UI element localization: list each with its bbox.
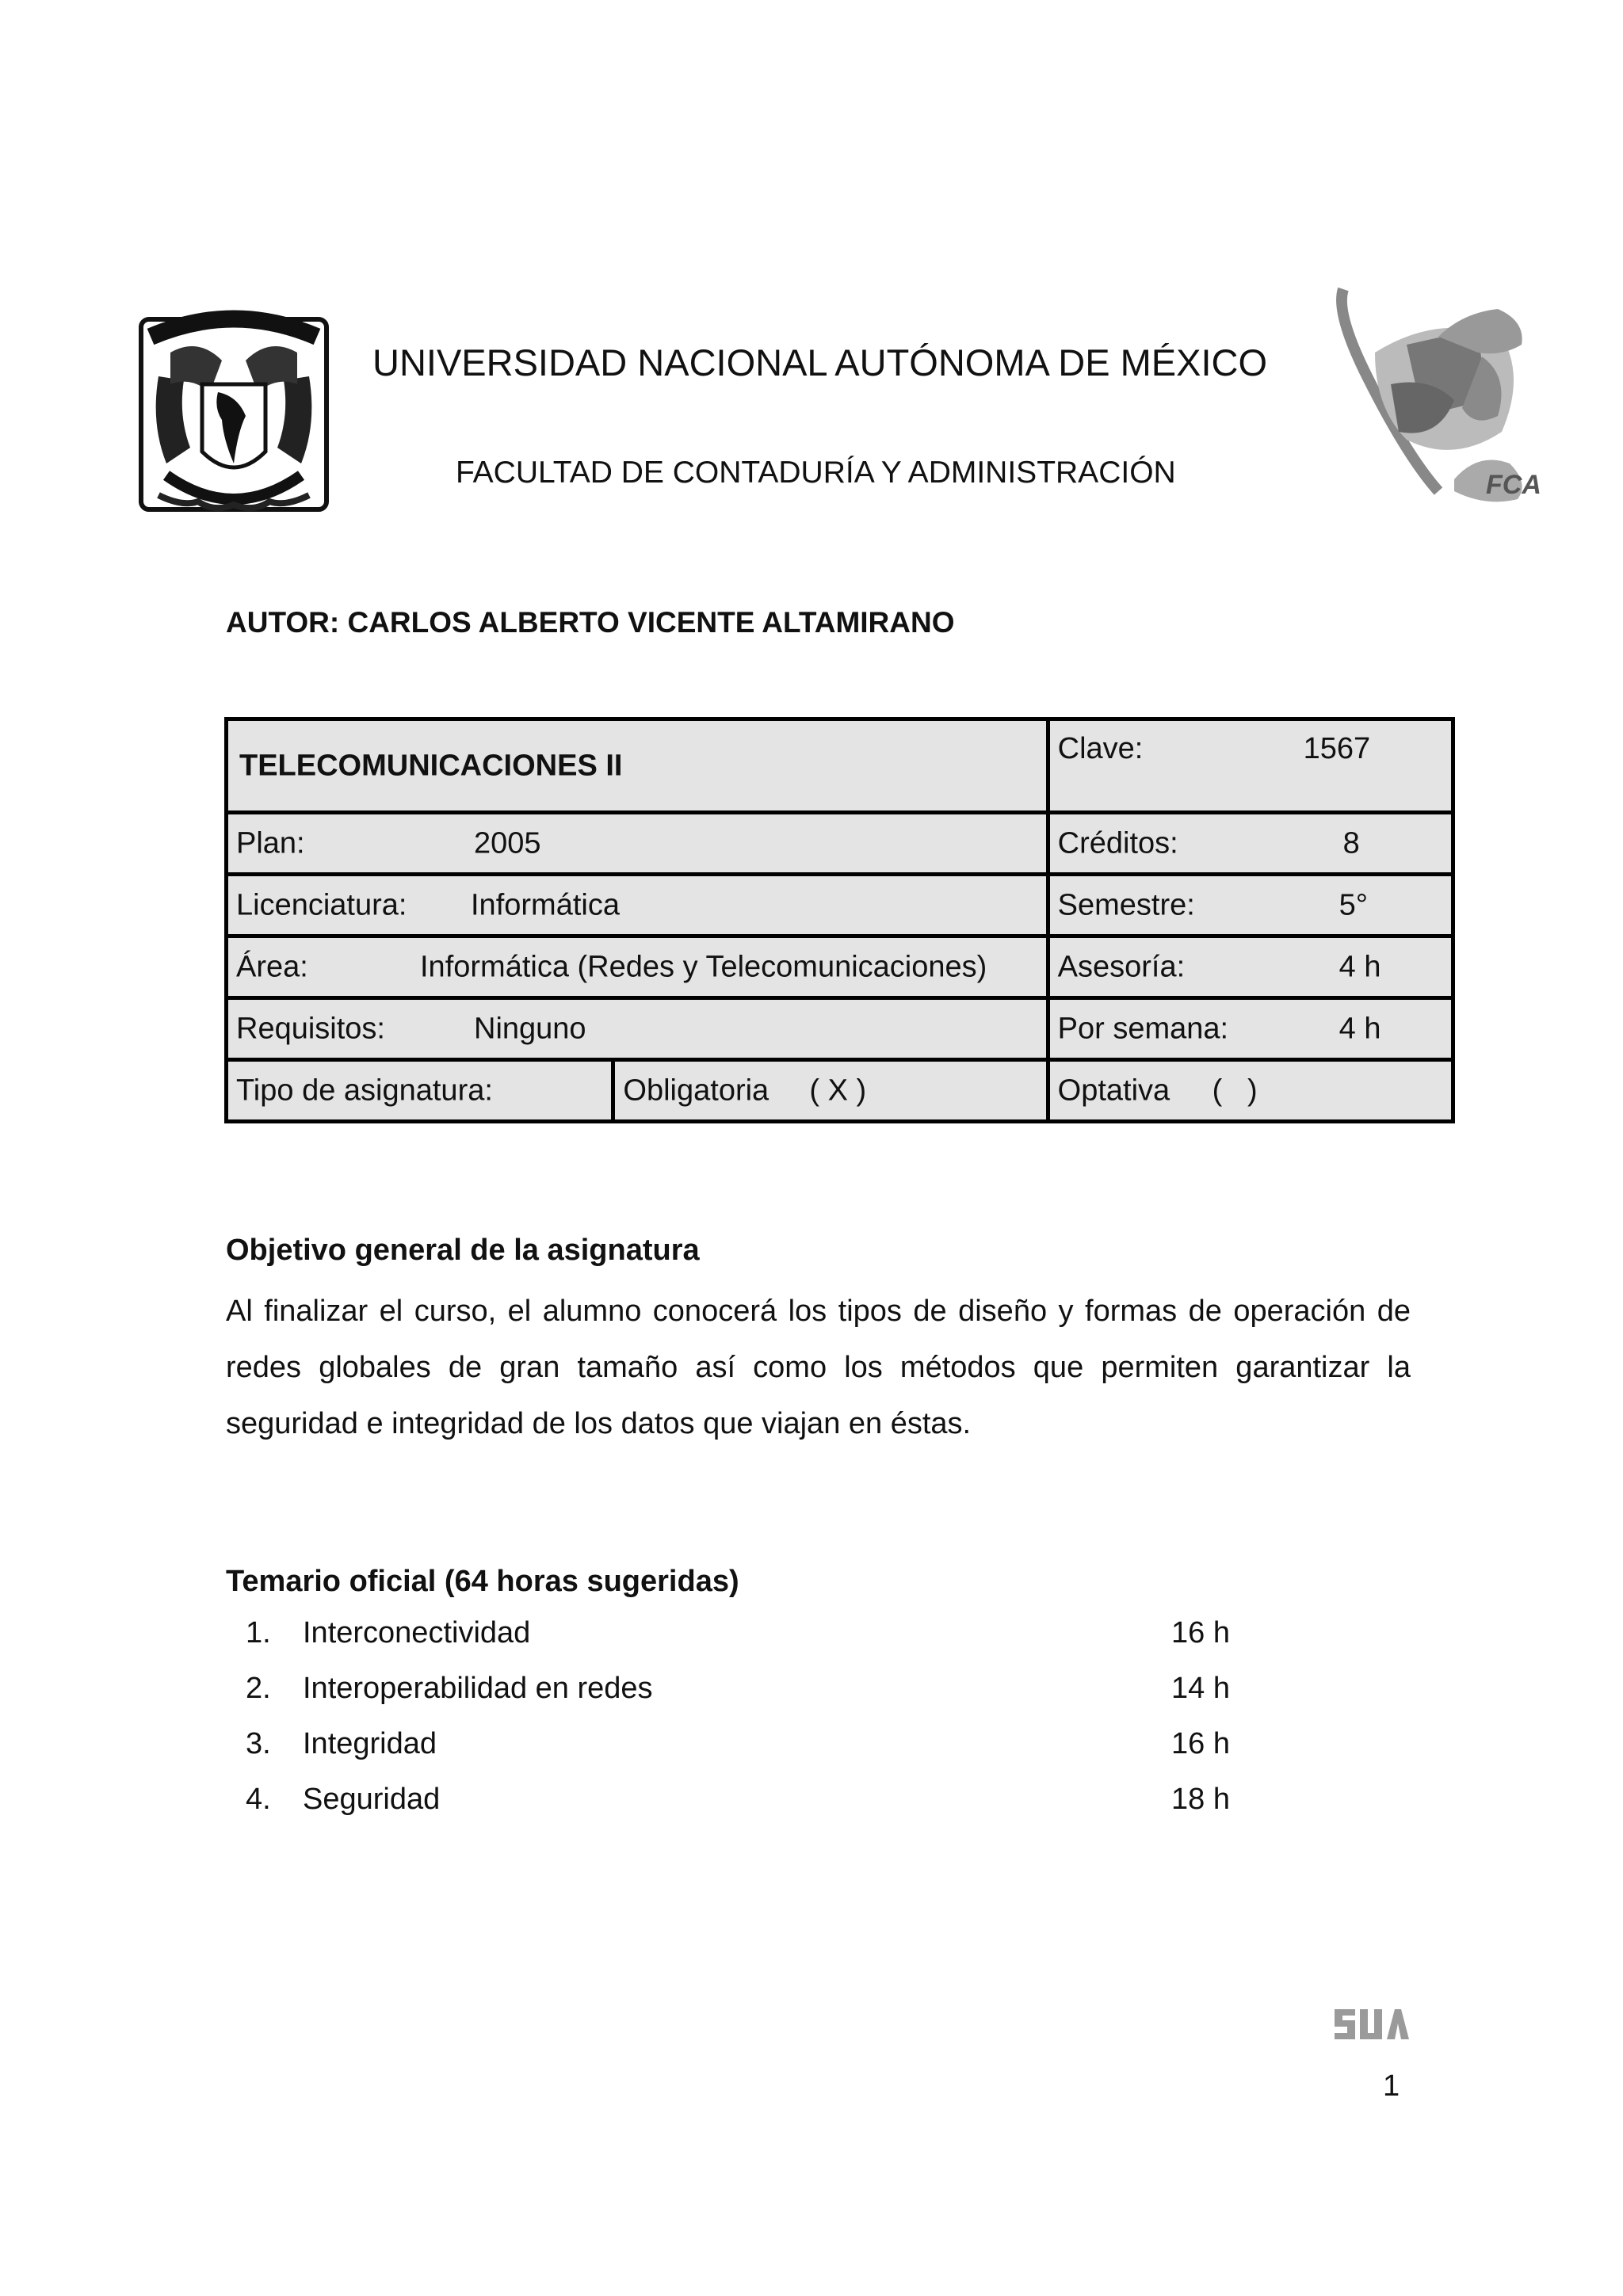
licenciatura-cell [227, 875, 1048, 936]
creditos-cell [1048, 813, 1453, 875]
syllabus-item-number: 1. [246, 1616, 271, 1650]
asesoria-cell [1048, 936, 1453, 998]
por-semana-value: 4 h [1338, 1012, 1381, 1045]
syllabus-heading: Temario oficial (64 horas sugeridas) [226, 1565, 739, 1598]
sua-logo [1331, 2004, 1411, 2044]
optativa-mark: ( ) [1212, 1074, 1258, 1107]
syllabus-item-hours: 18 h [1171, 1783, 1230, 1816]
faculty-name: FACULTAD DE CONTADURÍA Y ADMINISTRACIÓN [456, 456, 1176, 490]
list-item [0, 1727, 1623, 1775]
syllabus-item-hours: 16 h [1171, 1727, 1230, 1760]
page-number: 1 [1383, 2069, 1400, 2103]
syllabus-item-number: 4. [246, 1783, 271, 1816]
author-line: AUTOR: CARLOS ALBERTO VICENTE ALTAMIRANO [226, 606, 955, 639]
university-name: UNIVERSIDAD NACIONAL AUTÓNOMA DE MÉXICO [372, 341, 1268, 383]
obligatoria-cell [613, 1060, 1048, 1122]
clave-value: 1567 [1303, 732, 1371, 765]
obligatoria-mark: ( X ) [809, 1074, 867, 1107]
optativa-label: Optativa [1057, 1074, 1170, 1107]
syllabus-item-hours: 14 h [1171, 1672, 1230, 1705]
plan-cell [227, 813, 1048, 875]
plan-label: Plan: [236, 826, 305, 860]
list-item [0, 1783, 1623, 1830]
asesoria-label: Asesoría: [1057, 950, 1186, 983]
clave-cell [1048, 719, 1453, 813]
table-row [227, 875, 1453, 936]
syllabus-item-hours: 16 h [1171, 1616, 1230, 1650]
area-value: Informática (Redes y Telecomunicaciones) [420, 950, 987, 983]
requisitos-label: Requisitos: [236, 1012, 385, 1045]
tipo-label: Tipo de asignatura: [236, 1074, 493, 1107]
table-row [227, 936, 1453, 998]
list-item [0, 1616, 1623, 1664]
syllabus-item-name: Interoperabilidad en redes [303, 1672, 653, 1705]
syllabus-item-number: 3. [246, 1727, 271, 1760]
table-row [227, 719, 1453, 813]
table-row [227, 1060, 1453, 1122]
objective-heading: Objetivo general de la asignatura [226, 1234, 700, 1267]
tipo-cell [227, 1060, 613, 1122]
syllabus-item-name: Integridad [303, 1727, 437, 1760]
area-cell [227, 936, 1048, 998]
course-info-table [224, 717, 1455, 1123]
requisitos-cell [227, 998, 1048, 1060]
unam-seal-logo [135, 305, 333, 527]
licenciatura-label: Licenciatura: [236, 888, 407, 921]
syllabus-item-name: Seguridad [303, 1783, 441, 1816]
course-title: TELECOMUNICACIONES II [239, 749, 623, 782]
creditos-value: 8 [1342, 826, 1360, 860]
requisitos-value: Ninguno [474, 1012, 586, 1045]
semestre-cell [1048, 875, 1453, 936]
semestre-value: 5° [1338, 888, 1368, 921]
svg-text:FCA: FCA [1486, 470, 1541, 500]
semestre-label: Semestre: [1057, 888, 1195, 921]
por-semana-label: Por semana: [1057, 1012, 1229, 1045]
fca-logo [1319, 281, 1557, 519]
course-title-cell [227, 719, 1048, 813]
optativa-cell [1048, 1060, 1453, 1122]
list-item [0, 1672, 1623, 1719]
table-row [227, 813, 1453, 875]
syllabus-item-name: Interconectividad [303, 1616, 531, 1650]
obligatoria-label: Obligatoria [623, 1074, 769, 1107]
table-row [227, 998, 1453, 1060]
creditos-label: Créditos: [1057, 826, 1178, 860]
area-label: Área: [236, 950, 308, 983]
asesoria-value: 4 h [1338, 950, 1381, 983]
clave-label: Clave: [1057, 732, 1144, 765]
syllabus-item-number: 2. [246, 1672, 271, 1705]
plan-value: 2005 [474, 826, 541, 860]
objective-text: Al finalizar el curso, el alumno conocerá los tipos de diseño y formas de operación de redes globales de gran tamaño así como los métodos que permiten garantizar la seguridad e integridad de los datos que viajan en éstas. [226, 1295, 1411, 1440]
por-semana-cell [1048, 998, 1453, 1060]
licenciatura-value: Informática [471, 888, 620, 921]
